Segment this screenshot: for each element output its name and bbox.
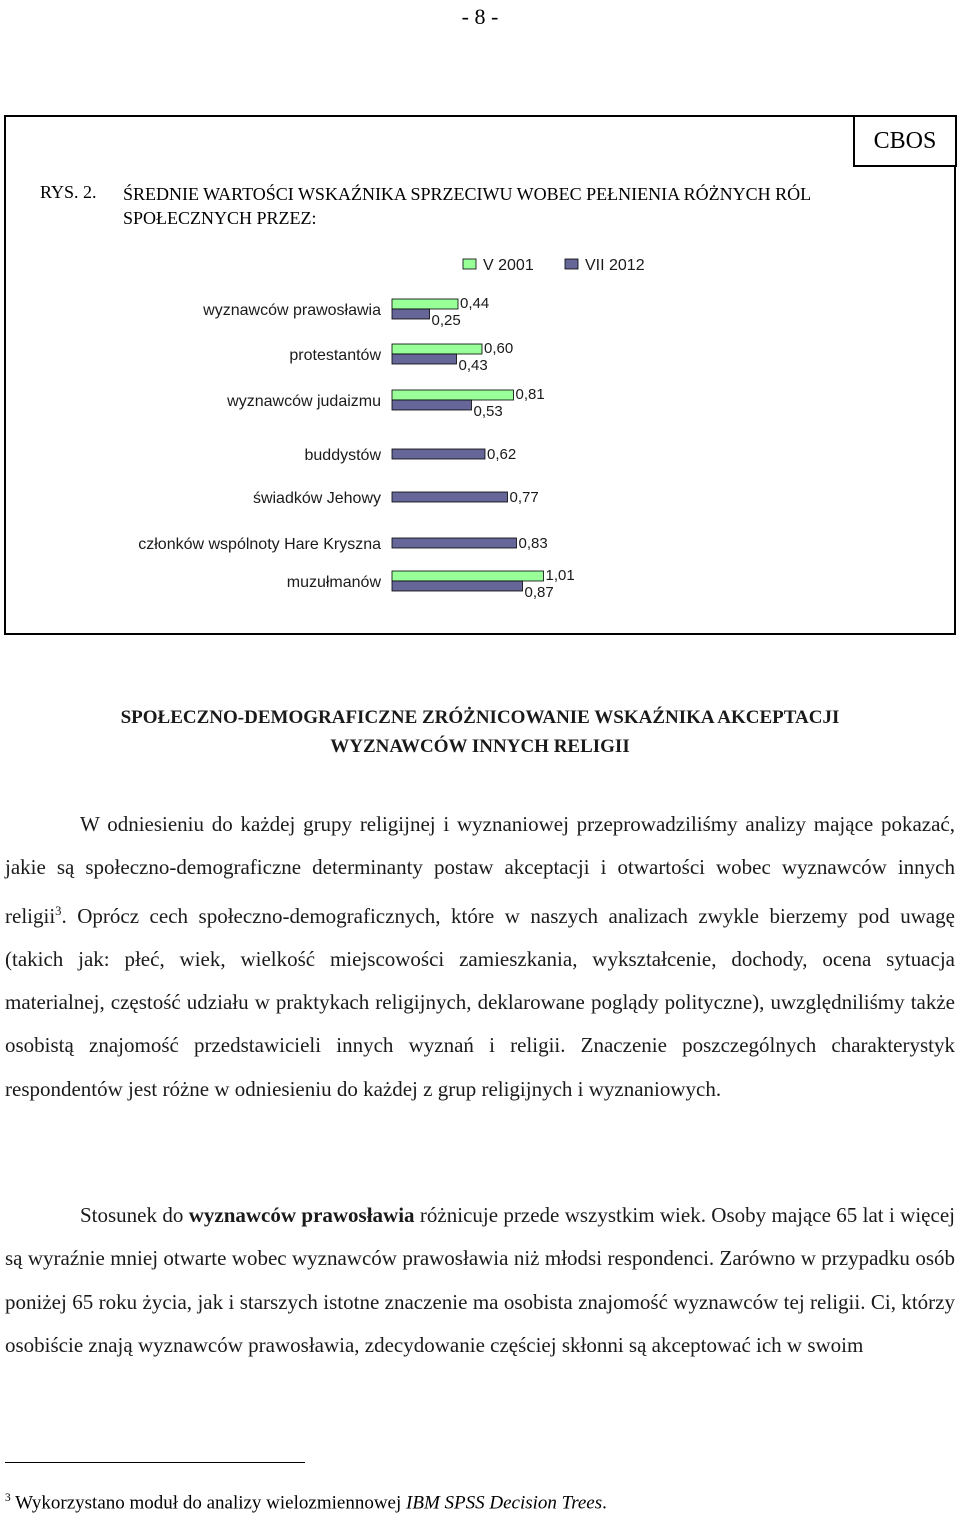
- bar-vii2012: [392, 309, 430, 319]
- paragraph-1: [5, 803, 955, 1111]
- bar-vii2012: [392, 581, 523, 591]
- category-label: protestantów: [289, 347, 381, 364]
- paragraph-2: [5, 1194, 955, 1367]
- legend-swatch-0: [463, 259, 476, 269]
- bar-v2001: [392, 299, 458, 309]
- figure-label: RYS. 2.: [40, 182, 97, 202]
- value-label-vii2012: 0,43: [458, 357, 488, 374]
- value-label-vii2012: 0,62: [487, 446, 517, 463]
- bar-vii2012: [392, 538, 517, 548]
- paragraph-1-part1: W odniesieniu do każdej grupy religijnej i wyznaniowej przeprowadziliśmy analizy mające pokazać, jakie są społeczno-demograficzne determinanty postaw akceptacji i otwartości wobec wyznawców innych religii: [5, 812, 955, 928]
- category-label: wyznawców prawosławia: [203, 302, 381, 319]
- value-label-v2001: 0,44: [460, 295, 490, 312]
- bar-chart: [0, 0, 960, 640]
- figure-title: ŚREDNIE WARTOŚCI WSKAŹNIKA SPRZECIWU WOBEC PEŁNIENIA RÓŻNYCH RÓL SPOŁECZNYCH PRZEZ:: [123, 184, 811, 228]
- category-label: buddystów: [304, 447, 381, 464]
- category-label: wyznawców judaizmu: [227, 393, 381, 410]
- bar-vii2012: [392, 354, 457, 364]
- page-number: - 8 -: [461, 4, 499, 29]
- value-label-vii2012: 0,77: [509, 489, 539, 506]
- section-heading-line1: SPOŁECZNO-DEMOGRAFICZNE ZRÓŻNICOWANIE WSKAŹNIKA AKCEPTACJI: [120, 707, 840, 728]
- footnote: [5, 1492, 607, 1514]
- bar-v2001: [392, 390, 514, 400]
- footnote-text: Wykorzystano moduł do analizy wielozmiennowej: [10, 1492, 407, 1514]
- value-label-vii2012: 0,25: [431, 312, 461, 329]
- value-label-v2001: 1,01: [545, 567, 575, 584]
- cbos-badge: CBOS: [853, 115, 957, 167]
- legend-swatch-1: [565, 259, 578, 269]
- bar-v2001: [392, 344, 482, 354]
- section-heading: [0, 703, 960, 761]
- footnote-reference[interactable]: 3: [55, 903, 62, 918]
- value-label-v2001: 0,81: [515, 386, 545, 403]
- value-label-vii2012: 0,87: [524, 584, 554, 601]
- footnote-end: .: [602, 1492, 607, 1514]
- value-label-vii2012: 0,83: [518, 535, 548, 552]
- footnote-separator: [5, 1462, 305, 1463]
- category-label: członków wspólnoty Hare Kryszna: [138, 536, 381, 553]
- paragraph-2-rest: różnicuje przede wszystkim wiek. Osoby mające 65 lat i więcej są wyraźnie mniej otwarte wobec wyznawców prawosławia niż młodsi respondenci. Zarówno w przypadku osób poniżej 65 roku życia, jak i starszych istotne znaczenie ma osobista znajomość wyznawców tej religii. Ci, którzy osobiście znają wyznawców prawosławia, zdecydowanie częściej skłonni są akceptować ich w swoim: [5, 1203, 955, 1357]
- footnote-number: 3: [5, 1492, 11, 1504]
- section-heading-line2: WYZNAWCÓW INNYCH RELIGII: [330, 736, 630, 757]
- paragraph-1-part2: . Oprócz cech społeczno-demograficznych, które w naszych analizach zwykle bierzemy pod uwagę (takich jak: płeć, wiek, wielkość miejscowości zamieszkania, wykształcenie, dochody, ocena sytuacja materialnej, częstość udziału w praktykach religijnych, deklarowane poglądy polityczne), uwzględniliśmy także osobistą znajomość przedstawicieli innych wyznań i religii. Znaczenie poszczególnych charakterystyk respondentów jest różne w odniesieniu do każdej z grup religijnych i wyznaniowych.: [5, 903, 955, 1101]
- bar-vii2012: [392, 492, 508, 502]
- legend-label-0: V 2001: [483, 257, 534, 274]
- category-label: świadków Jehowy: [252, 490, 381, 507]
- paragraph-2-bold: wyznawców prawosławia: [188, 1203, 415, 1227]
- bar-v2001: [392, 571, 544, 581]
- bar-vii2012: [392, 449, 485, 459]
- footnote-italic: IBM SPSS Decision Trees: [406, 1492, 603, 1514]
- paragraph-2-lead: Stosunek do: [80, 1203, 189, 1227]
- value-label-v2001: 0,60: [484, 340, 514, 357]
- bar-vii2012: [392, 400, 472, 410]
- category-label: muzułmanów: [286, 574, 381, 591]
- legend-label-1: VII 2012: [585, 257, 645, 274]
- value-label-vii2012: 0,53: [473, 403, 503, 420]
